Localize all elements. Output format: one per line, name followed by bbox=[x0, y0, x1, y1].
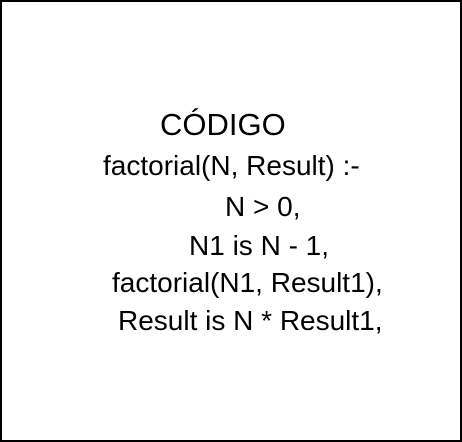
code-title: CÓDIGO bbox=[160, 107, 286, 142]
code-line-condition: N > 0, bbox=[225, 191, 301, 222]
code-line-decrement: N1 is N - 1, bbox=[189, 230, 330, 261]
code-line-multiplication: Result is N * Result1, bbox=[118, 305, 383, 336]
code-line-recursive-call: factorial(N1, Result1), bbox=[112, 267, 383, 298]
code-line-clause-head: factorial(N, Result) :- bbox=[103, 150, 360, 181]
